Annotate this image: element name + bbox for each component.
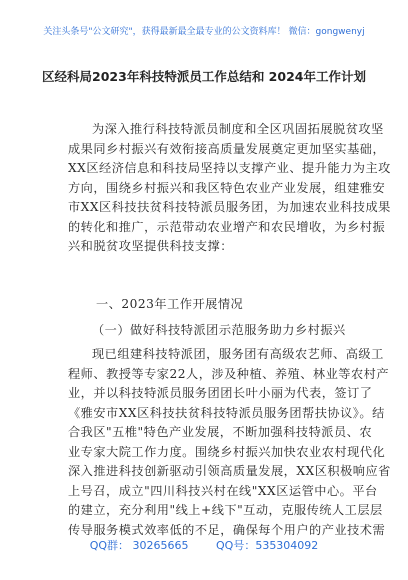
text-line: 为深入推行科技特派员制度和全区巩固拓展脱贫攻坚 bbox=[92, 122, 384, 136]
text-line: 市XX区科技扶贫科技特派员服务团，为加速农业科技成果 bbox=[68, 200, 391, 214]
footer-qq-group: QQ群： 30265665 bbox=[89, 539, 189, 552]
document-title: 区经科局2023年科技特派员工作总结和 2024年工作计划 bbox=[42, 69, 366, 84]
text-line: 现已组建科技特派团，服务团有高级农艺师、高级工 bbox=[92, 347, 384, 361]
text-line: 传导服务模式效率低的不足，确保每个用户的产业技术需 bbox=[68, 522, 386, 537]
text-line: 方向，围绕乡村振兴和我区特色农业产业发展，组建雅安 bbox=[68, 180, 386, 195]
text-line: 合我区"五椎"特色产业发展，不断加强科技特派员、农 bbox=[68, 425, 373, 439]
intro-paragraph bbox=[68, 120, 391, 257]
body-paragraph bbox=[68, 345, 391, 540]
text-line: 上号召，成立"四川科技兴村在线"XX区运管中心。平台 bbox=[68, 483, 378, 498]
text-line: XX区经济信息和科技局坚持以支撑产业、提升能力为主攻 bbox=[68, 161, 391, 175]
footer-qq-number: QQ号：535304092 bbox=[216, 539, 319, 552]
text-line: 成果同乡村振兴有效衔接高质量发展奠定更加坚实基础， bbox=[68, 141, 386, 156]
text-line: 业，并以科技特派员服务团团长叶小丽为代表，签订了 bbox=[68, 386, 373, 400]
text-line: 的转化和推广，示范带动农业增产和农民增收，为乡村振 bbox=[68, 219, 386, 234]
text-line: 《雅安市XX区科技扶贫科技特派员服务团帮扶协议》。结 bbox=[68, 405, 385, 420]
text-line: 业专家大院工作力度。围绕乡村振兴加快农业农村现代化 bbox=[68, 444, 386, 459]
text-line: 深入推进科技创新驱动引领高质量发展，XX区积极响应省 bbox=[68, 464, 391, 478]
subsection-heading: （一）做好科技特派团示范服务助力乡村振兴 bbox=[92, 323, 346, 337]
text-line: 兴和脱贫攻坚提供科技支撑： bbox=[68, 239, 233, 253]
header-promo-note: 关注头条号"公文研究"，获得最新最全最专业的公文资料库！ 微信：gongwenyj bbox=[43, 27, 365, 37]
section-heading: 一、2023年工作开展情况 bbox=[96, 297, 244, 311]
text-line: 程师、教授等专家22人，涉及种植、养殖、林业等农村产 bbox=[68, 366, 390, 381]
text-line: 的建立，充分利用"线上+线下"互动，克服传统人工层层 bbox=[68, 503, 383, 517]
footer-contact bbox=[0, 537, 408, 553]
